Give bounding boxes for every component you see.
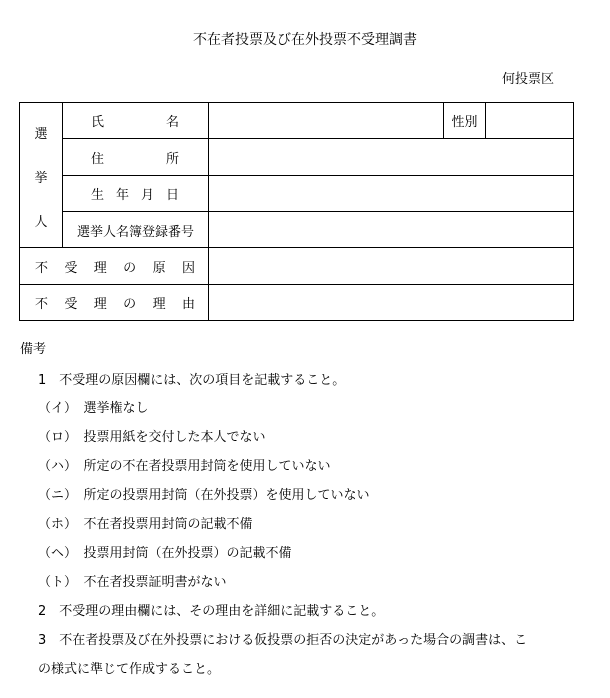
- note-sub-item-to: （ト） 不在者投票証明書がない: [38, 575, 227, 590]
- refusal-reason-label: [35, 285, 195, 320]
- note-item-1: 1 不受理の原因欄には、次の項目を記載すること。: [38, 373, 346, 388]
- refusal-record-table: [19, 102, 574, 321]
- address-label-char-1: 住: [91, 151, 105, 167]
- notes-heading: 備考: [20, 342, 47, 357]
- birthdate-label: [91, 175, 179, 211]
- address-label-char-2: 所: [165, 151, 179, 167]
- sex-label: 性別: [451, 115, 478, 130]
- note-sub-item-he: （ヘ） 投票用封筒（在外投票）の記載不備: [38, 546, 292, 561]
- birthdate-label-char-3: 月: [140, 187, 154, 203]
- note-sub-item-ho: （ホ） 不在者投票用封筒の記載不備: [38, 517, 253, 532]
- name-label-char-1: 氏: [91, 115, 105, 130]
- voter-group-label-char-3: 人: [34, 215, 48, 230]
- polling-district-label: 何投票区: [502, 72, 555, 87]
- reason-char-3: 理: [93, 297, 107, 312]
- registry-number-label: 選挙人名簿登録番号: [76, 224, 194, 240]
- note-sub-item-ni: （ニ） 所定の投票用封筒（在外投票）を使用していない: [38, 488, 370, 503]
- birthdate-label-char-1: 生: [91, 187, 105, 203]
- cause-char-6: 因: [181, 260, 195, 276]
- note-item-2: 2 不受理の理由欄には、その理由を詳細に記載すること。: [38, 604, 385, 619]
- cause-char-5: 原: [152, 260, 166, 276]
- name-label: [91, 102, 179, 139]
- note-sub-item-ha: （ハ） 所定の不在者投票用封筒を使用していない: [38, 459, 331, 474]
- reason-char-6: 由: [181, 297, 195, 312]
- voter-group-label-char-2: 挙: [34, 171, 48, 186]
- address-label: [91, 139, 179, 175]
- voter-group-label-char-1: 選: [34, 127, 48, 142]
- note-sub-item-i: （イ） 選挙権なし: [38, 401, 149, 416]
- birthdate-label-char-4: 日: [165, 187, 179, 203]
- reason-char-2: 受: [64, 297, 78, 312]
- reason-char-4: の: [123, 297, 137, 312]
- reason-char-1: 不: [35, 297, 49, 312]
- note-sub-item-ro: （ロ） 投票用紙を交付した本人でない: [38, 430, 266, 445]
- birthdate-label-char-2: 年: [115, 187, 129, 203]
- refusal-cause-label: [35, 248, 195, 284]
- name-label-char-2: 名: [165, 115, 179, 130]
- note-item-3-line-2: の様式に準じて作成すること。: [38, 662, 221, 677]
- note-item-3-line-1: 3 不在者投票及び在外投票における仮投票の拒否の決定があった場合の調書は、こ: [38, 633, 528, 648]
- cause-char-3: 理: [93, 260, 107, 276]
- cause-char-1: 不: [35, 260, 49, 276]
- document-title: 不在者投票及び在外投票不受理調書: [193, 32, 417, 48]
- cause-char-4: の: [123, 260, 137, 276]
- reason-char-5: 理: [152, 297, 166, 312]
- cause-char-2: 受: [64, 260, 78, 276]
